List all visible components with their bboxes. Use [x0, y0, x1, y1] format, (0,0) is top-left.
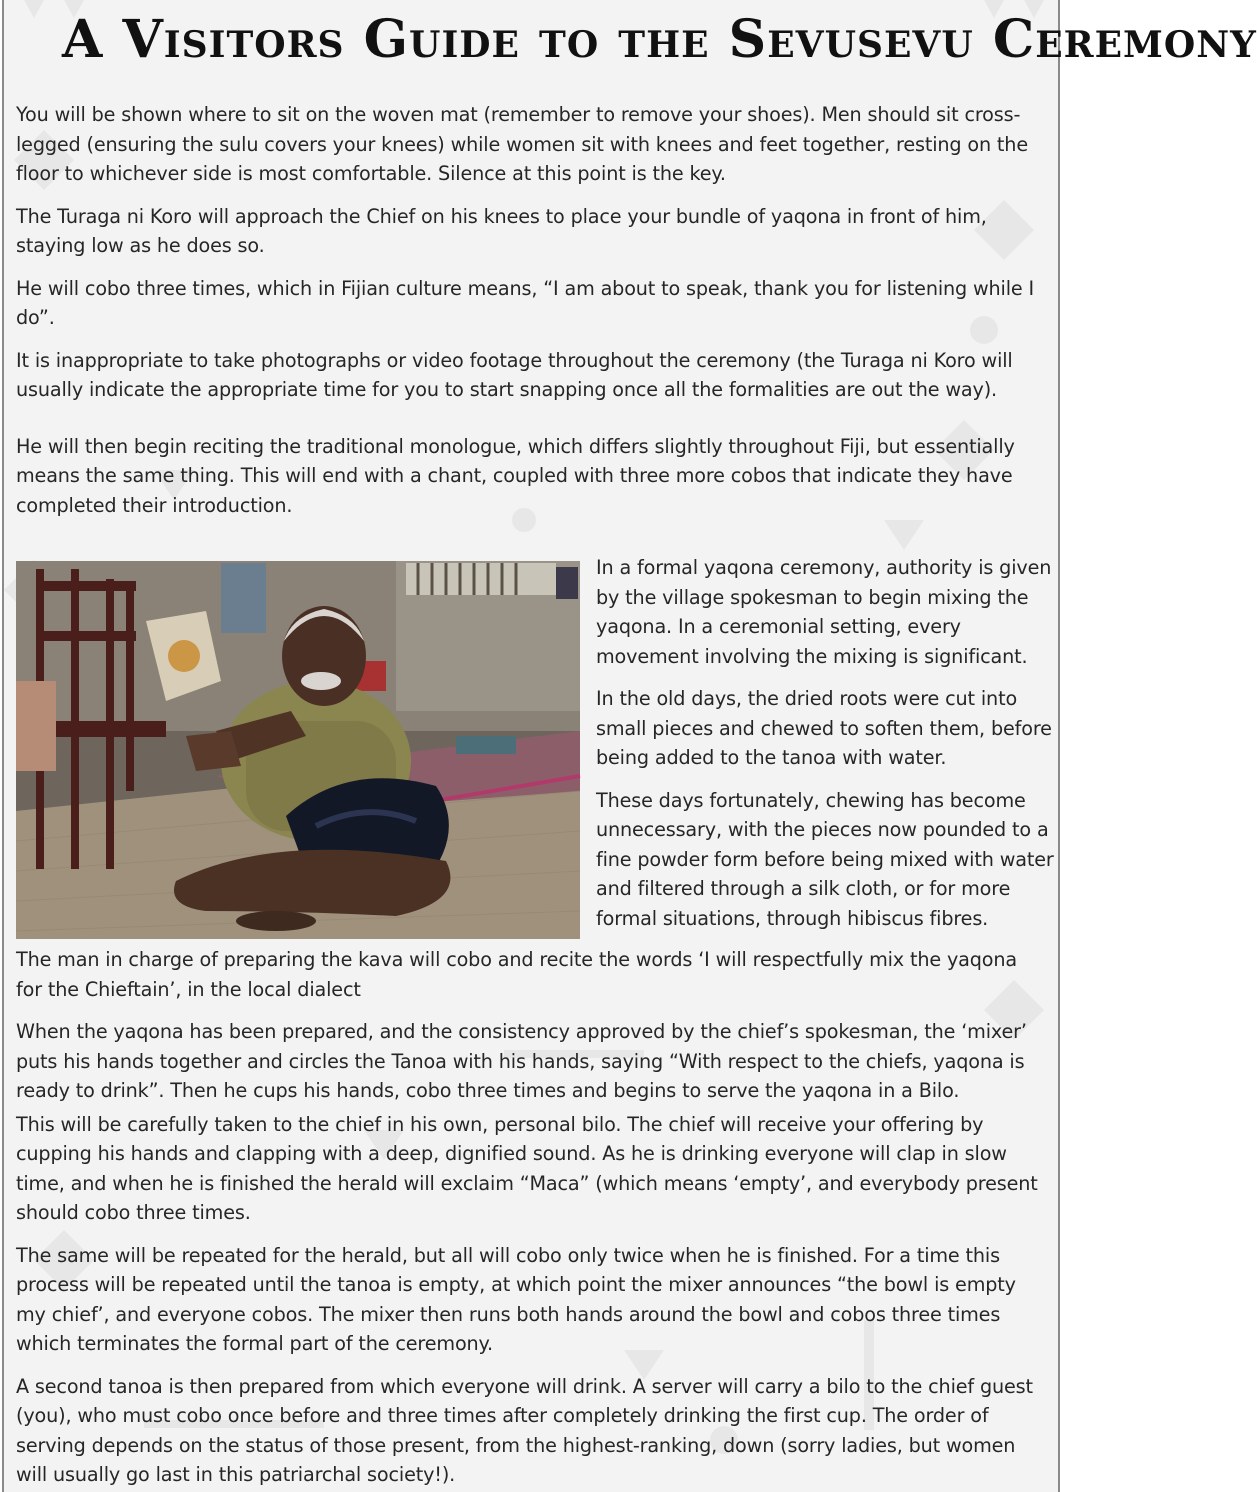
- paragraph-kava-mixer: The man in charge of preparing the kava will cobo and recite the words ‘I will respectfully mix the yaqona for the Chieftain’, in the local dialect: [16, 948, 1017, 1001]
- paragraph-second-tanoa: A second tanoa is then prepared from which everyone will drink. A server will carry a bilo to the chief guest (you), who must cobo once before and three times after completely drinking the first cup. The order of serving depends on the status of those present, from the highest-ranking, down (sorry ladies, but women will usually go last in this patriarchal society!).: [16, 1374, 1033, 1486]
- mixing-sidebar: [596, 553, 1056, 939]
- paragraph-modern-preparation: These days fortunately, chewing has become unnecessary, with the pieces now pounded to a fine powder form before being mixed with water and filtered through a silk cloth, or for more formal situations, through hibiscus fibres.: [596, 788, 1054, 930]
- document-content: [4, 0, 1257, 1490]
- paragraph-old-days: In the old days, the dried roots were cut into small pieces and chewed to soften them, before being added to the tanoa with water.: [596, 687, 1052, 769]
- paragraph-seating: You will be shown where to sit on the woven mat (remember to remove your shoes). Men should sit cross-legged (ensuring the sulu covers your knees) while women sit with knees and feet together, resting on the floor to whichever side is most comfortable. Silence at this point is the key.: [16, 103, 1028, 185]
- paragraph-monologue: He will then begin reciting the traditional monologue, which differs slightly throughout Fiji, but essentially means the same thing. This will end with a chant, coupled with three more cobos that indicate they have completed their introduction.: [16, 434, 1015, 517]
- ceremony-photo: [16, 561, 580, 939]
- paragraph-herald: The same will be repeated for the herald, but all will cobo only twice when he is finished. For a time this process will be repeated until the tanoa is empty, at which point the mixer announces “the bowl is empty my chief’, and everyone cobos. The mixer then runs both hands around the bowl and cobos three times which terminates the formal part of the ceremony.: [16, 1243, 1016, 1355]
- paragraph-turaga-approach: The Turaga ni Koro will approach the Chief on his knees to place your bundle of yaqona in front of him, staying low as he does so.: [16, 204, 987, 257]
- paragraph-ready-to-drink: When the yaqona has been prepared, and the consistency approved by the chief’s spokesman, the ‘mixer’ puts his hands together and circles the Tanoa with his hands, saying “With respect to the chiefs, yaqona is ready to drink”. Then he cups his hands, cobo three times and begins to serve the yaqona in a Bilo.: [16, 1020, 1027, 1102]
- photo-and-sidebar-section: [16, 551, 1058, 939]
- paragraph-chief-bilo: This will be carefully taken to the chief in his own, personal bilo. The chief will receive your offering by cupping his hands and clapping with a deep, dignified sound. As he is drinking everyone will clap in slow time, and when he is finished the herald will exclaim “Maca” (which means ‘empty’, and everybody present should cobo three times.: [16, 1112, 1038, 1224]
- paragraph-photography: It is inappropriate to take photographs or video footage throughout the ceremony (the Turaga ni Koro will usually indicate the appropriate time for you to start snapping once all the formalities are out the way).: [16, 348, 1013, 401]
- document-page: [2, 0, 1257, 1492]
- page-title: A Visitors Guide to the Sevusevu Ceremony: [62, 9, 1257, 70]
- paragraph-mixing-authority: In a formal yaqona ceremony, authority is given by the village spokesman to begin mixing the yaqona. In a ceremonial setting, every movement involving the mixing is significant.: [596, 556, 1052, 668]
- paragraph-cobo: He will cobo three times, which in Fijian culture means, “I am about to speak, thank you for listening while I do”.: [16, 276, 1035, 329]
